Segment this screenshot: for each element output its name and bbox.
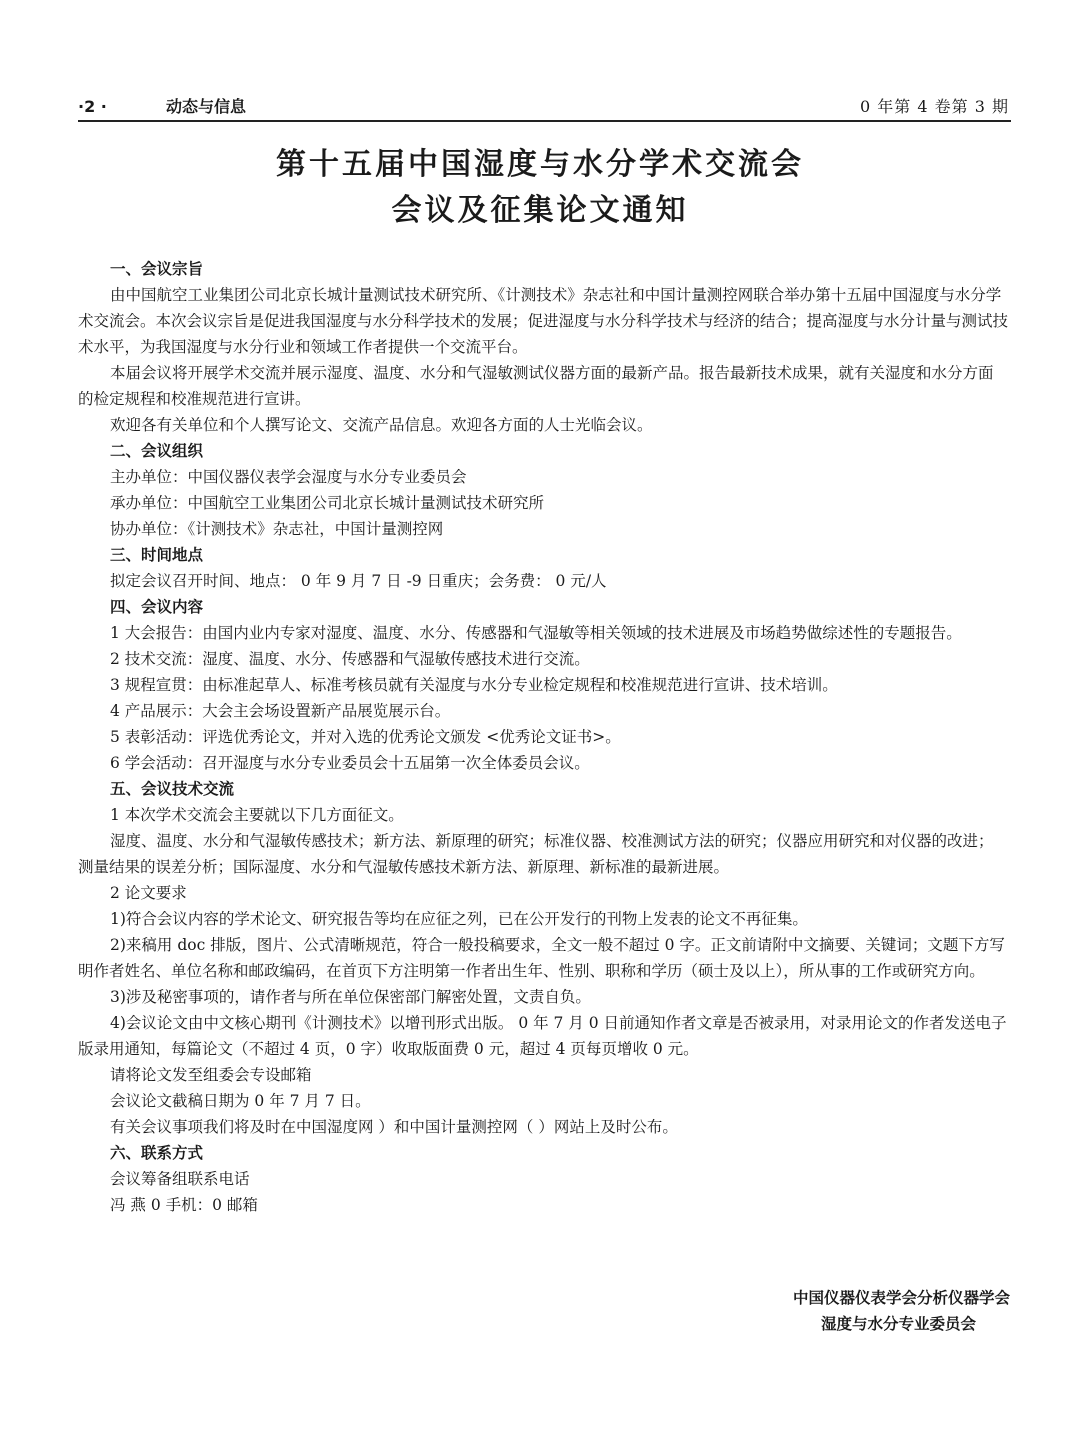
section-heading: 六、联系方式 (110, 1144, 204, 1162)
issue-info: 0 年第 4 卷第 3 期 (860, 97, 1009, 116)
paragraph: 1 本次学术交流会主要就以下几方面征文。 (110, 806, 404, 824)
section-heading: 三、时间地点 (110, 546, 204, 564)
signature-committee: 湿度与水分专业委员会 (820, 1315, 976, 1333)
paragraph: 1)符合会议内容的学术论文、研究报告等均在应征之列，已在公开发行的刊物上发表的论文不再征集。 (110, 910, 808, 928)
section-heading: 一、会议宗旨 (110, 260, 204, 278)
paragraph: 承办单位：中国航空工业集团公司北京长城计量测试技术研究所 (110, 494, 545, 512)
paragraph: 协办单位：《计测技术》杂志社，中国计量测控网 (110, 520, 444, 538)
paragraph: 6 学会活动：召开湿度与水分专业委员会十五届第一次全体委员会议。 (110, 754, 590, 772)
page-title: 第十五届中国湿度与水分学术交流会 (276, 147, 804, 182)
page-number: ·2 · (78, 97, 107, 116)
paragraph: 湿度、温度、水分和气湿敏传感技术；新方法、新原理的研究；标准仪器、校准测试方法的研究；仪器应用研究和对仪器的改进；测量结果的误差分析；国际湿度、水分和气湿敏传感技术新方法、新原理、新标准的最新进展。 (78, 832, 994, 876)
page-subtitle: 会议及征集论文通知 (391, 193, 689, 228)
signature-org: 中国仪器仪表学会分析仪器学会 (792, 1289, 1010, 1307)
paragraph: 4)会议论文由中文核心期刊《计测技术》以增刊形式出版。 0 年 7 月 0 日前通知作者文章是否被录用，对录用论文的作者发送电子版录用通知，每篇论文（不超过 4 页，0 字）收取版面费 0 元，超过 4 页每页增收 0 元。 (78, 1014, 1007, 1058)
paragraph: 欢迎各有关单位和个人撰写论文、交流产品信息。欢迎各方面的人士光临会议。 (110, 416, 653, 434)
article-body (78, 256, 1008, 1218)
paragraph: 由中国航空工业集团公司北京长城计量测试技术研究所、《计测技术》杂志社和中国计量测控网联合举办第十五届中国湿度与水分学术交流会。本次会议宗旨是促进我国湿度与水分科学技术的发展；促进湿度与水分科学技术与经济的结合；提高湿度与水分计量与测试技术水平，为我国湿度与水分行业和领域工作者提供一个交流平台。 (78, 286, 1009, 356)
paragraph: 会议论文截稿日期为 0 年 7 月 7 日。 (110, 1092, 371, 1110)
paragraph: 4 产品展示：大会主会场设置新产品展览展示台。 (110, 702, 451, 720)
paragraph: 请将论文发至组委会专设邮箱 (110, 1066, 312, 1084)
paragraph: 5 表彰活动：评选优秀论文，并对入选的优秀论文颁发 <优秀论文证书>。 (110, 728, 621, 746)
paragraph: 主办单位：中国仪器仪表学会湿度与水分专业委员会 (110, 468, 467, 486)
paragraph: 拟定会议召开时间、地点： 0 年 9 月 7 日 -9 日重庆；会务费： 0 元/人 (110, 572, 607, 590)
paragraph: 3)涉及秘密事项的，请作者与所在单位保密部门解密处置，文责自负。 (110, 988, 591, 1006)
paragraph: 3 规程宣贯：由标准起草人、标准考核员就有关湿度与水分专业检定规程和校准规范进行宣讲、技术培训。 (110, 676, 838, 694)
section-heading: 五、会议技术交流 (110, 780, 235, 798)
section-name: 动态与信息 (166, 97, 247, 116)
paragraph: 会议筹备组联系电话 (110, 1170, 250, 1188)
paragraph: 冯 燕 0 手机：0 邮箱 (110, 1196, 258, 1214)
section-heading: 四、会议内容 (110, 598, 204, 616)
section-heading: 二、会议组织 (110, 442, 204, 460)
paragraph: 1 大会报告：由国内业内专家对湿度、温度、水分、传感器和气湿敏等相关领域的技术进展及市场趋势做综述性的专题报告。 (110, 624, 962, 642)
running-header (78, 96, 1011, 122)
paragraph: 2 技术交流：湿度、温度、水分、传感器和气湿敏传感技术进行交流。 (110, 650, 590, 668)
paragraph: 有关会议事项我们将及时在中国湿度网 ）和中国计量测控网（ ）网站上及时公布。 (110, 1118, 678, 1136)
paragraph: 2)来稿用 doc 排版，图片、公式清晰规范，符合一般投稿要求，全文一般不超过 0 字。正文前请附中文摘要、关键词；文题下方写明作者姓名、单位名称和邮政编码，在首页下方注明第一作者出生年、性别、职称和学历（硕士及以上），所从事的工作或研究方向。 (78, 936, 1005, 980)
paragraph: 2 论文要求 (110, 884, 187, 902)
paragraph: 本届会议将开展学术交流并展示湿度、温度、水分和气湿敏测试仪器方面的最新产品。报告最新技术成果，就有关湿度和水分方面的检定规程和校准规范进行宣讲。 (78, 364, 994, 408)
